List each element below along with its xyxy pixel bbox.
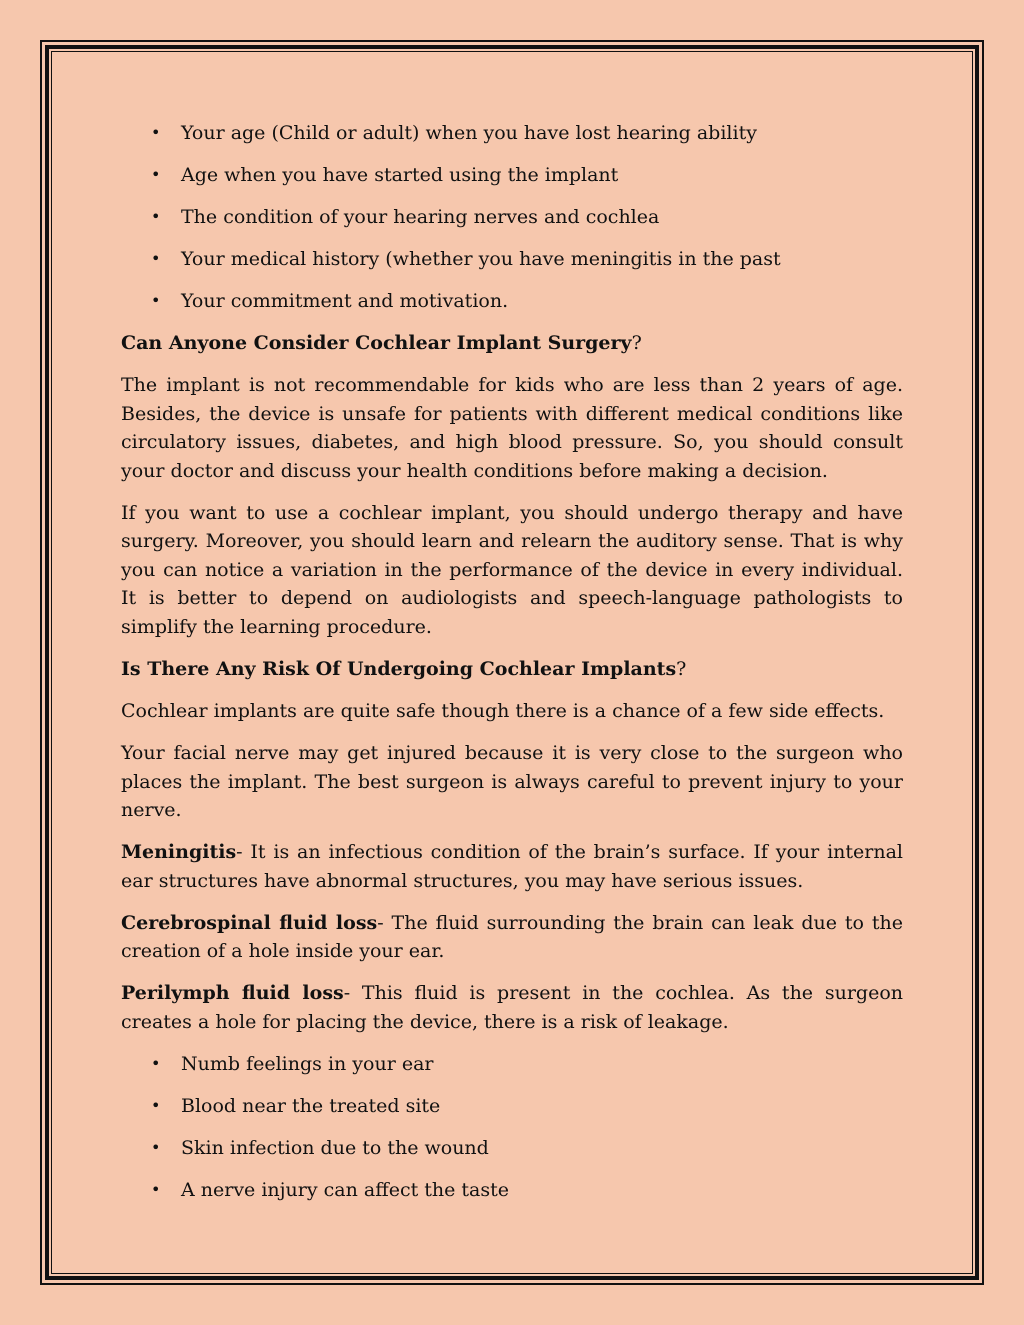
list-item: • A nerve injury can affect the taste xyxy=(121,1176,903,1205)
risk-term: Cerebrospinal fluid loss xyxy=(121,911,378,934)
heading-punctuation: ? xyxy=(676,658,687,681)
paragraph: Cochlear implants are quite safe though there is a chance of a few side effects. xyxy=(121,700,885,723)
document-body xyxy=(121,119,903,1218)
risk-perilymph-fluid-loss xyxy=(121,979,903,1036)
risk-term: Perilymph fluid loss xyxy=(121,982,344,1005)
risk-description: - This fluid is present in the cochlea. As the surgeon creates a hole for placing the device, there is a risk of leakage. xyxy=(121,982,903,1033)
side-effects-list xyxy=(121,1050,903,1205)
risk-cerebrospinal-fluid-loss xyxy=(121,909,903,966)
heading-text: Can Anyone Consider Cochlear Implant Surgery xyxy=(121,331,632,354)
risk-description: - It is an infectious condition of the brain’s surface. If your internal ear structures have abnormal structures, you may have serious issues. xyxy=(121,841,903,892)
list-item: • Numb feelings in your ear xyxy=(121,1050,903,1079)
paragraph: Your facial nerve may get injured because it is very close to the surgeon who places the implant. The best surgeon is always careful to prevent injury to your nerve. xyxy=(121,742,903,822)
paragraph: The implant is not recommendable for kids who are less than 2 years of age. Besides, the device is unsafe for patients with different medical conditions like circulatory issues, diabetes, and high blood pressure. So, you should consult your doctor and discuss your health conditions before making a decision. xyxy=(121,373,903,482)
heading-punctuation: ? xyxy=(631,331,642,354)
risk-term: Meningitis xyxy=(121,841,237,864)
heading-text: Is There Any Risk Of Undergoing Cochlear Implants xyxy=(121,658,677,681)
factors-list xyxy=(121,119,903,316)
list-item: • Skin infection due to the wound xyxy=(121,1134,903,1163)
list-item: • The condition of your hearing nerves and cochlea xyxy=(121,203,903,232)
section-heading-risks xyxy=(121,655,903,684)
risk-meningitis xyxy=(121,838,903,895)
list-item: • Blood near the treated site xyxy=(121,1092,903,1121)
list-item: • Age when you have started using the implant xyxy=(121,161,903,190)
list-item: • Your commitment and motivation. xyxy=(121,287,903,316)
section-heading-candidates xyxy=(121,329,903,358)
risk-description: - The fluid surrounding the brain can leak due to the creation of a hole inside your ear. xyxy=(121,911,903,963)
list-item: • Your age (Child or adult) when you have lost hearing ability xyxy=(121,119,903,148)
paragraph: If you want to use a cochlear implant, you should undergo therapy and have surgery. Moreover, you should learn and relearn the auditory sense. That is why you can notice a variation in the performance of the device in every individual. It is better to depend on audiologists and speech-language pathologists to simplify the learning procedure. xyxy=(121,501,903,639)
list-item: • Your medical history (whether you have meningitis in the past xyxy=(121,245,903,274)
